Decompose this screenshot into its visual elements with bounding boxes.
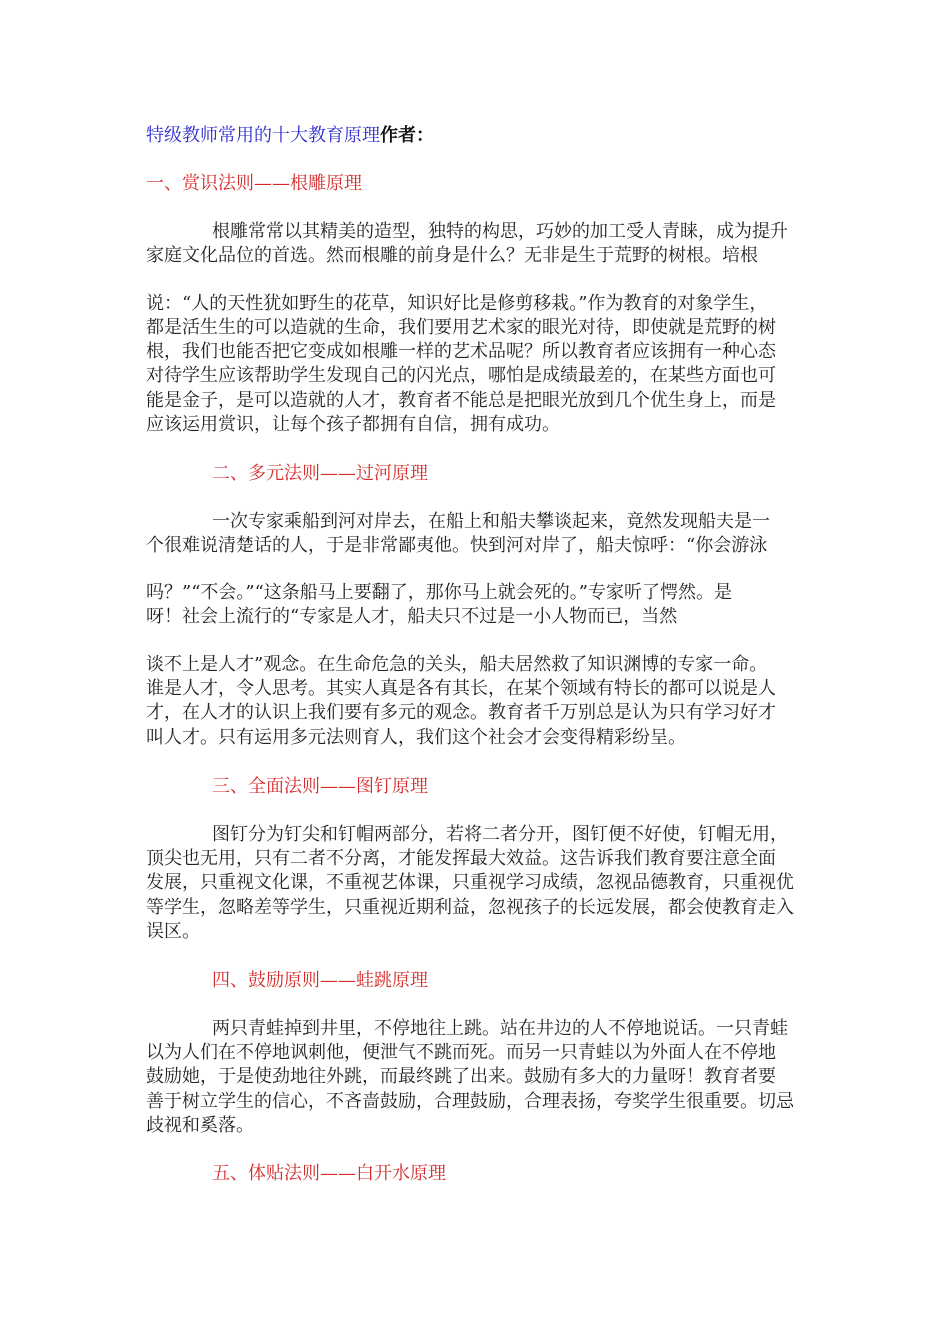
paragraph-line: 吗？”“不会。”“这条船马上要翻了，那你马上就会死的。”专家听了愕然。是 [146, 582, 733, 603]
paragraph-line: 鼓励她，于是使劲地往外跳，而最终跳了出来。鼓励有多大的力量呀！教育者要 [146, 1066, 776, 1087]
paragraph-line: 顶尖也无用，只有二者不分离，才能发挥最大效益。这告诉我们教育要注意全面 [146, 848, 776, 869]
document-title: 特级教师常用的十大教育原理 [146, 125, 380, 146]
paragraph-line: 发展，只重视文化课，不重视艺体课，只重视学习成绩，忽视品德教育，只重视优 [146, 872, 794, 893]
paragraph-line: 谁是人才，令人思考。其实人真是各有其长，在某个领域有特长的都可以说是人 [146, 678, 776, 699]
paragraph-line: 以为人们在不停地讽刺他，便泄气不跳而死。而另一只青蛙以为外面人在不停地 [146, 1042, 776, 1063]
paragraph-line: 应该运用赏识，让每个孩子都拥有自信，拥有成功。 [146, 414, 560, 435]
section-heading: 五、体贴法则——白开水原理 [212, 1163, 446, 1184]
paragraph-line: 才，在人才的认识上我们要有多元的观念。教育者千万别总是认为只有学习好才 [146, 702, 776, 723]
paragraph-line: 能是金子，是可以造就的人才，教育者不能总是把眼光放到几个优生身上，而是 [146, 390, 776, 411]
paragraph-line: 一次专家乘船到河对岸去，在船上和船夫攀谈起来，竟然发现船夫是一 [212, 511, 770, 532]
paragraph-line: 家庭文化品位的首选。然而根雕的前身是什么？无非是生于荒野的树根。培根 [146, 245, 758, 266]
paragraph-line: 对待学生应该帮助学生发现自己的闪光点，哪怕是成绩最差的，在某些方面也可 [146, 365, 776, 386]
document-title-line [146, 125, 810, 147]
paragraph-line: 误区。 [146, 921, 200, 942]
paragraph-line: 歧视和奚落。 [146, 1115, 254, 1136]
section-heading: 一、赏识法则——根雕原理 [146, 173, 362, 194]
paragraph-line: 根，我们也能否把它变成如根雕一样的艺术品呢？所以教育者应该拥有一种心态 [146, 341, 776, 362]
author-label: 作者： [380, 125, 434, 146]
paragraph-line: 呀！社会上流行的“专家是人才，船夫只不过是一小人物而已，当然 [146, 606, 678, 627]
paragraph-line: 等学生，忽略差等学生，只重视近期利益，忽视孩子的长远发展，都会使教育走入 [146, 897, 794, 918]
section-heading: 四、鼓励原则——蛙跳原理 [212, 970, 428, 991]
paragraph-line: 根雕常常以其精美的造型，独特的构思，巧妙的加工受人青睐，成为提升 [212, 221, 788, 242]
paragraph-line: 都是活生生的可以造就的生命，我们要用艺术家的眼光对待，即使就是荒野的树 [146, 317, 776, 338]
paragraph-line: 图钉分为钉尖和钉帽两部分，若将二者分开，图钉便不好使，钉帽无用， [212, 824, 788, 845]
paragraph-line: 说：“人的天性犹如野生的花草，知识好比是修剪移栽。”作为教育的对象学生， [146, 293, 768, 314]
paragraph-line: 两只青蛙掉到井里，不停地往上跳。站在井边的人不停地说话。一只青蛙 [212, 1018, 788, 1039]
paragraph-line: 叫人才。只有运用多元法则育人，我们这个社会才会变得精彩纷呈。 [146, 727, 686, 748]
paragraph-line: 个很难说清楚话的人，于是非常鄙夷他。快到河对岸了，船夫惊呼：“你会游泳 [146, 535, 768, 556]
paragraph-line: 谈不上是人才”观念。在生命危急的关头，船夫居然救了知识渊博的专家一命。 [146, 654, 768, 675]
section-heading: 二、多元法则——过河原理 [212, 463, 428, 484]
section-heading: 三、全面法则——图钉原理 [212, 776, 428, 797]
paragraph-line: 善于树立学生的信心，不吝啬鼓励，合理鼓励，合理表扬，夸奖学生很重要。切忌 [146, 1091, 794, 1112]
